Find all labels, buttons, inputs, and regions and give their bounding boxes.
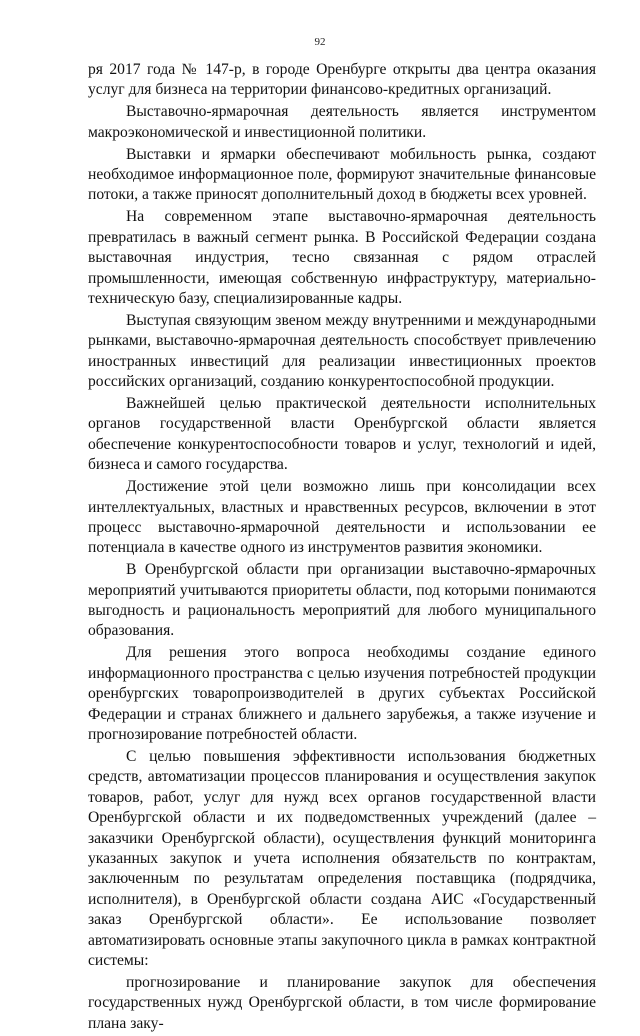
paragraph-3: Выставки и ярмарки обеспечивают мобильность рынка, создают необходимое информационное поле, формируют значительные финансовые потоки, а также приносят дополнительный доход в бюджеты всех уровней. [88, 145, 596, 204]
paragraph-11: прогнозирование и планирование закупок для обеспечения государственных нужд Оренбургской области, в том числе формирование плана заку- [88, 973, 596, 1032]
paragraph-4: На современном этапе выставочно-ярмарочная деятельность превратилась в важный сегмент рынка. В Российской Федерации создана выставочная индустрия, тесно связанная с рядом отраслей промышленности, имеющая собственную инфраструктуру, материально-техническую базу, специализированные кадры. [88, 208, 596, 307]
paragraph-7: Достижение этой цели возможно лишь при консолидации всех интеллектуальных, властных и нравственных ресурсов, включении в этот процесс выставочно-ярмарочной деятельности и использовании ее потенциала в качестве одного из инструментов развития экономики. [88, 478, 596, 557]
paragraph-6: Важнейшей целью практической деятельности исполнительных органов государственной власти Оренбургской области является обеспечение конкурентоспособности товаров и услуг, технологий и идей, бизнеса и самого государства. [88, 395, 596, 474]
document-body [88, 60, 596, 1036]
paragraph-10: С целью повышения эффективности использования бюджетных средств, автоматизации процессов планирования и осуществления закупок товаров, работ, услуг для нужд всех органов государственной власти Оренбургской области и их подведомственных учреждений (далее – заказчики Оренбургской области), осуществления функций мониторинга указанных закупок и учета исполнения обязательств по контрактам, заключенным по результатам определения поставщика (подрядчика, исполнителя), в Оренбургской области создана АИС «Государственный заказ Оренбургской области». Ее использование позволяет автоматизировать основные этапы закупочного цикла в рамках контрактной системы: [88, 747, 596, 969]
paragraph-1: ря 2017 года № 147-р, в городе Оренбурге открыты два центра оказания услуг для бизнеса на территории финансово-кредитных организаций. [88, 61, 596, 99]
page-number: 92 [314, 36, 326, 48]
paragraph-8: В Оренбургской области при организации выставочно-ярмарочных мероприятий учитываются приоритеты области, под которыми понимаются выгодность и рациональность мероприятий для любого муниципального образования. [88, 561, 596, 640]
paragraph-2: Выставочно-ярмарочная деятельность является инструментом макроэкономической и инвестиционной политики. [88, 103, 596, 141]
paragraph-5: Выступая связующим звеном между внутренними и международными рынками, выставочно-ярмарочная деятельность способствует привлечению иностранных инвестиций для реализации инвестиционных проектов российских организаций, созданию конкурентоспособной продукции. [88, 311, 596, 391]
paragraph-9: Для решения этого вопроса необходимы создание единого информационного пространства с целью изучения потребностей продукции оренбургских товаропроизводителей в других субъектах Российской Федерации и странах ближнего и дальнего зарубежья, а также изучение и прогнозирование потребностей области. [88, 644, 596, 743]
